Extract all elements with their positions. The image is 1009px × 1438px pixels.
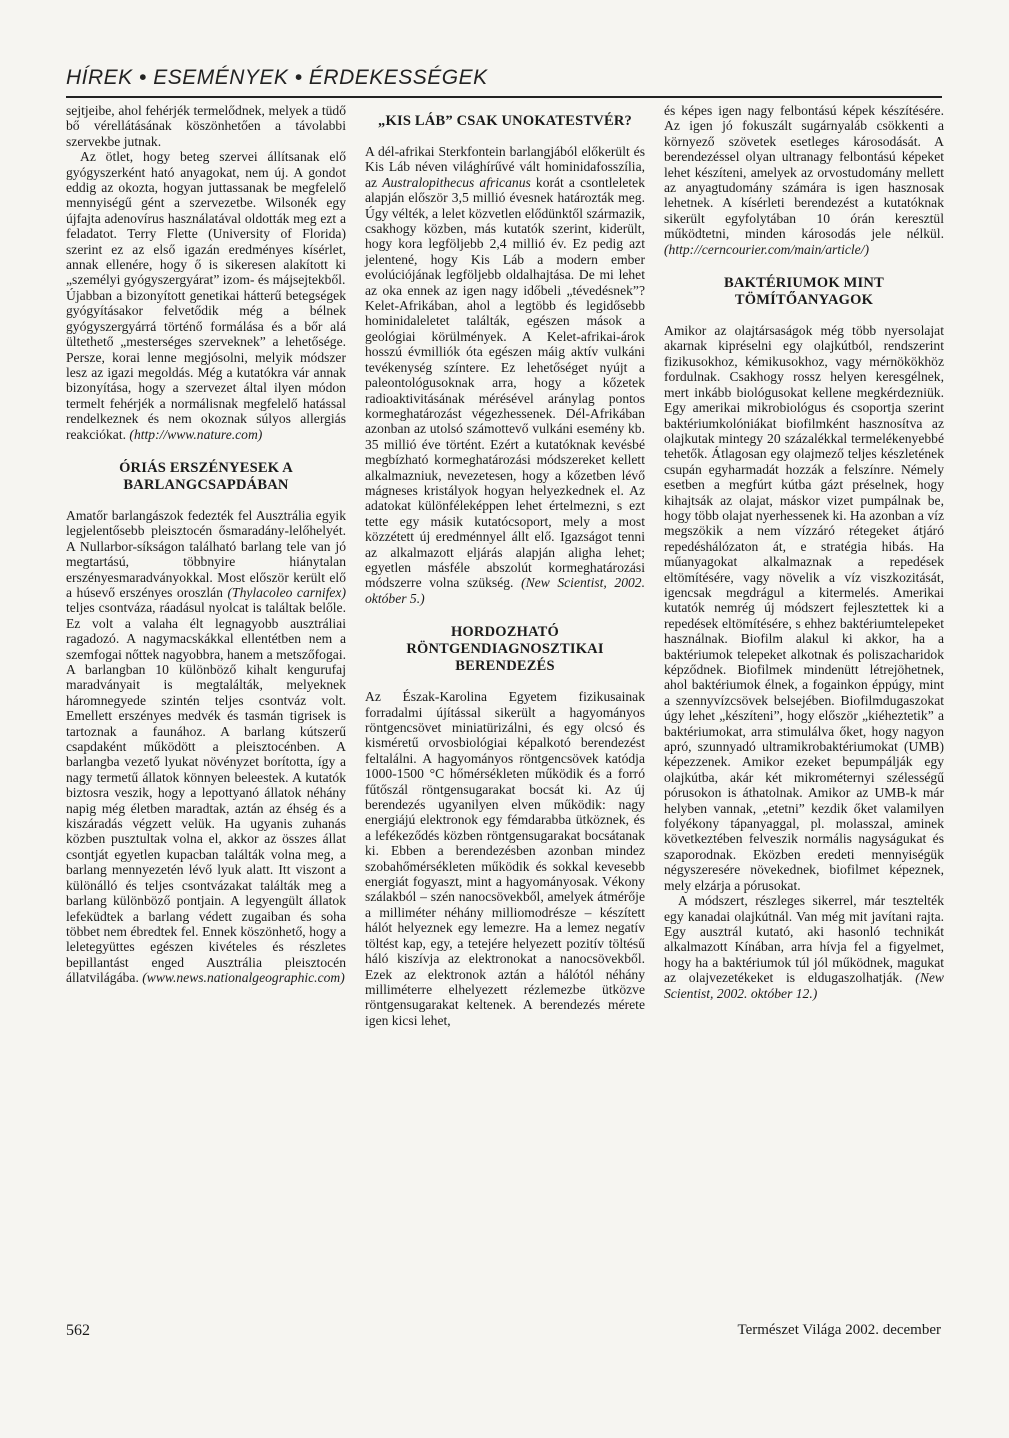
article-heading-giant-marsupials: ÓRIÁS ERSZÉNYESEK A BARLANGCSAPDÁBAN xyxy=(119,459,293,493)
page-number: 562 xyxy=(66,1322,90,1339)
column-3 xyxy=(664,103,944,1001)
paragraph-text: teljes csontváza, ráadásul nyolcat is találtak belőle. Ez volt a valaha élt legnagyobb ausztráliai ragadozó. A nagymacskákkal ellentétben nem a szemfogai nőttek nagyobbra, hanem a metszőfogai. A barlangban 10 különböző kihalt kengurufaj maradványait is megtalálták, melyeknek háromnegyede szintén teljes csontváz volt. Emellett erszényes medvék és tasmán tigrisek is tartoznak a faunához. A barlang kútszerű csapdaként működött a pleisztocénben. A barlangba vezető lyukat növényzet borította, így a nagy termetű állatok könnyen beleestek. A kutatók biztosra veszik, hogy a lepottyanó állatok néhány napig még életben maradtak, aztán az éhség és a kiszáradás végzett velük. Ha ugyanis zuhanás közben pusztultak volna el, akkor az összes állat csontját egyetlen kupacban találták volna meg, a barlang mennyezetén lévő lyuk alatt. Itt viszont a különálló és teljes csontvázakat találták meg a barlang különböző pontjain. A legyengült állatok lefeküdtek a barlang védett zugaiban és soha többet nem ébredtek fel. Ennek köszönhető, hogy a leletegyüttes egészen kivételes és részletes bepillantást enged Ausztrália pleisztocén állatvilágába. xyxy=(66,600,346,986)
column-1 xyxy=(66,103,346,986)
paragraph xyxy=(664,893,944,1001)
paragraph-text: A dél-afrikai Sterkfontein barlangjából előkerült és Kis Láb néven világhírűvé vált hominidafosszília, az xyxy=(365,144,645,190)
article-heading-portable-xray: HORDOZHATÓ RÖNTGENDIAGNOSZTIKAI BERENDEZÉS xyxy=(406,624,604,675)
paragraph: Az Észak-Karolina Egyetem fizikusainak forradalmi újítással sikerült a hagyományos röntgencsövet miniatürizálni, és egy olcsó és kisméretű orvosbiológiai képalkotó berendezést feltalálni. A hagyományos röntgencsövek katódja 1000-1500 °C hőmérsékleten működik és a forró fűtőszál röntgensugarakat bocsát ki. Az új berendezés ugyanilyen elven működik: nagy energiájú elektronok egy fémdarabba ütköznek, és a lefékeződés közben röntgensugarakat bocsátanak ki. Ebben a berendezésben azonban mindez szobahőmérsékleten működik és sokkal kevesebb energiát fogyaszt, mint a hagyományosak. Vékony szálakból – szén nanocsövekből, amelyek átmérője a milliméter néhány milliomodrésze – készített hálót helyeznek egy lemezre. Ha a lemez negatív töltést kap, egy, a tetejére helyezett pozitív töltésű háló kiszívja az elektronokat a nanocsövekből. Ezek az elektronok aztán a hálótól néhány milliméterre elhelyezett rézlemezbe ütközve röntgensugarakat keltenek. A berendezés mérete igen kicsi lehet, xyxy=(365,689,645,1028)
paragraph-text: A módszert, részleges sikerrel, már tesztelték egy kanadai olajkútnál. Van még mit javítani rajta. Egy ausztrál kutató, aki hasonló technikát alkalmazott Kínában, arra hívja fel a figyelmet, hogy ha a baktériumok túl jól működnek, magukat az olajvezetékeket is eldugaszolhatják. xyxy=(664,893,944,986)
paragraph xyxy=(365,144,645,606)
journal-footer: Természet Világa 2002. december xyxy=(737,1322,941,1338)
paragraph: Az ötlet, hogy beteg szervei állítsanak elő gyógyszerként ható anyagokat, nem új. A gondot eddig az okozta, hogyan juttassanak be megfelelő mennyiségű gént a szervezetbe. Wilsonék egy újfajta adenovírus használatával oldották meg ezt a feladatot. Terry Flette (University of Florida) szerint ez az első igazán eredményes kísérlet, annak ellenére, hogy ő is sikeresen alakított ki „személyi gyógyszergyárat” izom- és májsejtekből. xyxy=(66,149,346,288)
paragraph-text: és képes igen nagy felbontású képek készítésére. Az igen jó fokuszált sugárnyaláb csökkenti a környező szövetek esetleges károsodását. A berendezéssel olyan ultranagy felbontású képeket lehet készíteni, amelyek az orvostudomány mellett az anyagtudomány számára is igen hasznosak lehetnek. A kísérleti berendezést a kutatóknak sikerült egyfolytában 10 órán keresztül működtetni, minden károsodás jele nélkül. xyxy=(664,103,944,242)
header-rule xyxy=(66,96,942,98)
paragraph xyxy=(66,288,346,442)
paragraph: sejtjeibe, ahol fehérjék termelődnek, melyek a tüdő bő vérellátásának köszönhetően a távolabbi szervekbe jutnak. xyxy=(66,103,346,149)
paragraph-text: Amatőr barlangászok fedezték fel Ausztrália egyik legjelentősebb pleisztocén ősmaradány-lelőhelyét. A Nullarbor-síkságon található barlang tele van jó megtartású, többnyire hiánytalan erszényesmaradványokkal. Most először került elő a húsevő erszényes oroszlán xyxy=(66,507,346,600)
paragraph: Amikor az olajtársaságok még több nyersolajat akarnak kipréselni egy olajkútból, rendszerint fizikusokhoz, kémikusokhoz, vagy mérnökökhöz fordulnak. Csakhogy rossz helyen keresgélnek, mert inkább biológusokat kellene megkérdezniük. Egy amerikai mikrobiológus és csoportja szerint baktériumkolóniákat biofilmként hasznosítva az olajkutak mintegy 20 százalékkal termelékenyebbé tehetők. Átlagosan egy olajmező teljes készletének csupán egyharmadát hozzák a felszínre. Némely esetben a megfúrt kútba gázt préselnek, hogy kihajtsák az olajat, máskor vizet pumpálnak be, hogy több olajat nyerhessenek ki. Ha azonban a víz megszökik a nem vízzáró rétegeket átjáró repedéshálózaton át, e stratégia hibás. Ha műanyagokat alkalmaznak a repedések eltömítésére, vagy növelik a víz viszkozitását, igencsak megdrágul a kitermelés. Amerikai kutatók nemrég új módszert fejlesztettek ki a repedések eltömítésére, s ehhez baktériumtelepeket használnak. Biofilm alakul ki akkor, ha a baktériumok telepeket alkotnak és poliszacharidok képződnek. Biofilmek mindenütt létrejöhetnek, ahol baktériumok élnek, a fogainkon éppúgy, mint a szennyvízcsövek belsejében. Biofilmdugaszokat úgy lehet „készíteni”, hogy először „kiéheztetik” a baktériumokat, arra stimulálva őket, hogy nagyon apró, szunnyadó ultramikrobaktériumokat (UMB) képezzenek. Amikor ezeket bepumpálják egy olajkútba, akár két mikrométernyi szélességű pórusokon is áthatolnak. Amikor az UMB-k már helyben vannak, „etetni” kezdik őket valamilyen folyékony tápanyaggal, pl. molasszal, aminek következtében felveszik normális nagyságukat és szaporodnak. Eközben eredeti mennyiségük négyszeresére növekednek, biofilmet képeznek, mely elzárja a pórusokat. xyxy=(664,323,944,893)
source-citation: (New Scientist, 2002. október 12.) xyxy=(664,970,944,1001)
article-heading-little-foot: „KIS LÁB” CSAK UNOKATESTVÉR? xyxy=(378,113,632,129)
source-citation: (New Scientist, 2002. október 5.) xyxy=(365,575,645,606)
running-head: HÍREK • ESEMÉNYEK • ÉRDEKESSÉGEK xyxy=(66,66,488,89)
paragraph xyxy=(664,103,944,257)
source-citation: (http://cerncourier.com/main/article/) xyxy=(664,241,869,257)
paragraph-text: Újabban a bizonyított genetikai hátterű betegségek gyógyításakor felvetődik még a bélnek gyógyszergyárrá történő formálása és a bőr alá ültethető „mesterséges szerveknek” a lehetősége. Persze, korai lenne megjósolni, melyik módszer lesz az igazi megoldás. Még a kutatókra vár annak bizonyítása, hogy a szervezet által ilyen módon termelt fehérjék a normálisnak megfelelő hatással rendelkeznek és nem okoznak súlyos allergiás reakciókat. xyxy=(66,287,346,442)
column-2 xyxy=(365,103,645,1028)
paragraph-text: korát a csontleletek alapján először 3,5 millió évesnek határozták meg. Úgy vélték, a lelet közvetlen elődünktől származik, csakhogy közben, más kutatók szerint, kiderült, hogy kora legföljebb 2,4 millió év. Ez pedig azt jelentené, hogy Kis Láb a modern ember evolúciójának legföljebb oldalhajtása. De mi lehet az oka ennek az igen nagy időbeli „tévedésnek”? Kelet-Afrikában, ahol a legtöbb és legidősebb hominidaleletet találták, egészen mások a geológiai körülmények. A Kelet-afrikai-árok hosszú évmilliók óta egészen máig aktív vulkáni tevékenység színtere. Ez lehetőséget nyújt a paleontológusoknak arra, hogy a kőzetek radioaktivitásának mérésével aránylag pontos kormeghatározást végezhessenek. Dél-Afrikában azonban az utolsó számottevő vulkáni esemény kb. 35 millió éve történt. Ezért a kutatóknak kevésbé megbízható kormeghatározási módszereket kellett alkalmazniuk, nevezetesen, hogy a kőzetben lévő mágneses kristályok hogyan helyezkednek el. Az adatokat különféleképpen lehet értelmezni, s ezt tette egy másik kutatócsoport, mely a most közzétett új eredménnyel állt elő. Igazságot tenni az alkalmazott eljárás alapján aligha lehet; egyetlen másféle abszolút kormeghatározási módszerre volna szükség. xyxy=(365,174,645,591)
source-citation: (http://www.nature.com) xyxy=(129,426,263,442)
article-heading-bacteria-sealants: BAKTÉRIUMOK MINT TÖMÍTŐANYAGOK xyxy=(724,275,884,309)
paragraph xyxy=(66,508,346,986)
source-citation: (www.news.nationalgeographic.com) xyxy=(142,970,345,986)
taxon-name: (Thylacoleo carnifex) xyxy=(227,584,346,600)
taxon-name: Australopithecus africanus xyxy=(382,174,531,190)
